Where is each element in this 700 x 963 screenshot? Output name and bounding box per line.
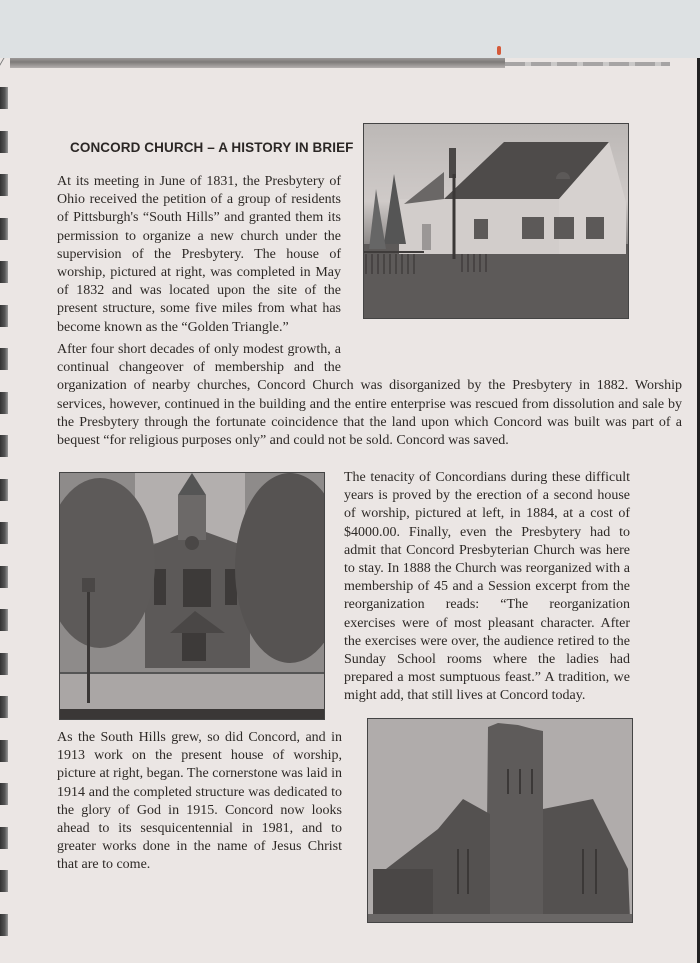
binding-hole — [0, 566, 8, 588]
binding-hole — [0, 261, 8, 283]
binding-hole — [0, 218, 8, 240]
binding-hole — [0, 653, 8, 675]
page-top-edge-shadow — [505, 62, 670, 66]
binding-hole — [0, 131, 8, 153]
binding-hole — [0, 348, 8, 370]
binding-hole — [0, 740, 8, 762]
paragraph-reorganization: The tenacity of Concordians during these difficult years is proved by the erection of a second house of worship, pictured at left, in 1884, at a cost of $4000.00. Finally, even the Presbytery had to admit that Concord Presbyterian Church was here to stay. In 1888 the Church was reorganized with a membership of 45 and a Session excerpt from the reorganization reads: “The reorganization exercises were of most pleasant character. After the exercises were over, the audience retired to the Sunday School rooms where the ladies had prepared a most sumptuous feast.” A tradition, we might add, that still lives at Concord today. — [344, 470, 630, 704]
photo-second-church — [59, 472, 325, 720]
binding-hole — [0, 696, 8, 718]
binding-hole — [0, 522, 8, 544]
document-title: CONCORD CHURCH – A HISTORY IN BRIEF — [70, 140, 354, 155]
binding-hole — [0, 914, 8, 936]
binding-hole — [0, 827, 8, 849]
binding-hole — [0, 87, 8, 109]
page-top-edge — [10, 58, 505, 68]
paragraph-line: continual changeover of membership and the — [57, 360, 341, 376]
paragraph-disorganization — [57, 341, 682, 450]
binding-hole — [0, 392, 8, 414]
paragraph-present-church: As the South Hills grew, so did Concord, and in 1913 work on the present house of worship, picture at right, began. The cornerstone was laid in 1914 and the completed structure was dedicated to the glory of God in 1915. Concord now looks ahead to its sesquicentennial in 1981, and to greater works done in the name of Jesus Christ that are to come. — [57, 730, 342, 873]
paragraph-line: organization of nearby churches, Concord Church was disorganized by the Presbytery in 1882. Worship services, however, continued in the building and the entire enterprise was rescued from dissolution and sale by the Presbytery through the fortunate coincidence that the land upon which Concord was built was part of a bequest “for religious purposes only” and could not be sold. Concord was saved. — [57, 378, 682, 449]
paragraph-founding: At its meeting in June of 1831, the Presbytery of Ohio received the petition of a group of residents of Pittsburgh's “South Hills” and granted them its permission to organize a new church under the supervision of the Presbytery. The house of worship, pictured at right, was completed in May of 1832 and was located upon the site of the present structure, some five miles from what has become known as the “Golden Triangle.” — [57, 174, 341, 335]
binding-hole — [0, 609, 8, 631]
binding-hole — [0, 435, 8, 457]
binding-hole — [0, 305, 8, 327]
paragraph-line: After four short decades of only modest growth, a — [57, 342, 341, 357]
photo-first-church — [363, 123, 629, 319]
binding-hole — [0, 783, 8, 805]
binding-hole — [0, 174, 8, 196]
red-ink-mark — [497, 46, 501, 55]
photo-present-church — [367, 718, 633, 923]
binding-hole — [0, 870, 8, 892]
binding-hole — [0, 479, 8, 501]
